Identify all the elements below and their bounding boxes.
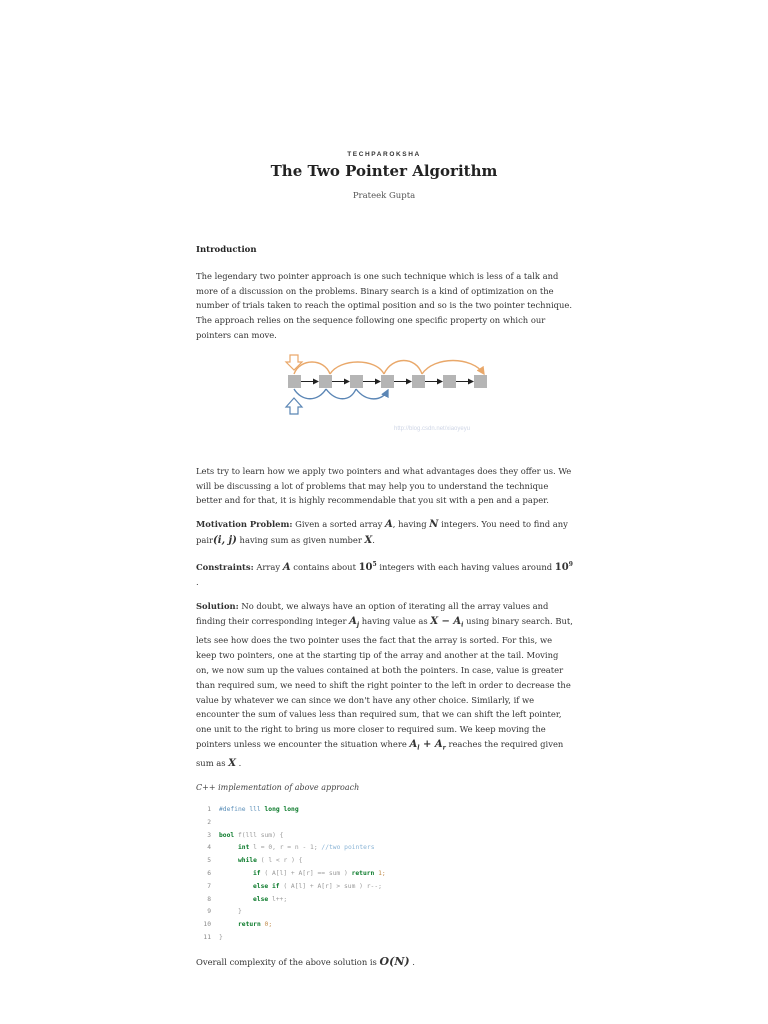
math: N	[429, 519, 439, 531]
left-pointer-icon	[286, 355, 302, 370]
code-line	[196, 817, 574, 830]
code-token: long long	[264, 806, 299, 814]
math: 10	[358, 561, 373, 573]
text: Given a sorted array	[292, 519, 385, 530]
paragraph-learn: Lets try to learn how we apply two pointers and what advantages does they offer us. We will be discussing a lot of problems that may help you to understand the technique better and for that, it is highly recommendable that you sit with a pen and a paper.	[196, 465, 572, 506]
constraints-paragraph	[196, 558, 574, 590]
motivation-label: Motivation Problem:	[196, 519, 293, 530]
code-token: return	[351, 870, 375, 878]
code-token: #define lll	[219, 806, 265, 814]
page-title: The Two Pointer Algorithm	[270, 162, 498, 180]
text: .	[409, 956, 415, 967]
math-sub: r	[442, 744, 446, 752]
math-sub: i	[461, 621, 464, 629]
article-body	[196, 243, 574, 979]
math: A	[349, 615, 357, 627]
code-block[interactable]	[196, 804, 574, 945]
code-token: l++;	[268, 895, 288, 903]
text: reaches the required given sum as	[196, 739, 564, 769]
text: .	[372, 534, 375, 545]
line-number: 2	[207, 818, 211, 826]
math: 10	[554, 561, 569, 573]
code-token: return	[238, 921, 261, 929]
text: .	[236, 758, 242, 769]
code-line	[196, 932, 574, 945]
line-number: 11	[203, 934, 211, 942]
code-token: }	[219, 934, 223, 942]
code-token: ( A[l] + A[r] > sum ) r--;	[279, 882, 382, 890]
math: + A	[419, 739, 443, 750]
math: X	[228, 758, 237, 770]
text: having sum as given number	[236, 534, 365, 545]
math-sub: j	[356, 621, 360, 629]
line-number: 8	[207, 895, 211, 903]
code-token: f(lll sum) {	[234, 831, 284, 839]
text: integers. You need to find any pair	[196, 519, 568, 545]
array-node	[350, 375, 363, 388]
math-sup: 5	[372, 560, 377, 568]
array-node	[381, 375, 394, 388]
motivation-paragraph	[196, 517, 574, 549]
two-pointer-diagram	[284, 352, 494, 418]
text: contains about	[290, 561, 359, 572]
text: No doubt, we always have an option of iterating all the array values and finding their corresponding integer	[196, 601, 549, 626]
line-number: 9	[207, 908, 211, 916]
math: O(N)	[379, 954, 410, 968]
code-comment: //two pointers	[321, 844, 375, 852]
implementation-label: C++ implementation of above approach	[196, 783, 360, 793]
code-line	[196, 830, 574, 843]
math: A	[282, 561, 291, 573]
math: (i, j)	[213, 534, 237, 546]
two-pointer-figure	[196, 352, 574, 444]
code-token: bool	[219, 831, 235, 839]
code-token: int	[238, 844, 250, 852]
code-token: ( l < r ) {	[256, 857, 303, 865]
code-line	[196, 919, 574, 932]
code-token: else	[253, 895, 269, 903]
code-line	[196, 868, 574, 881]
code-line	[196, 894, 574, 907]
line-number: 10	[203, 921, 211, 929]
array-node	[288, 375, 301, 388]
text: integers with each having values around	[376, 561, 555, 572]
code-token: while	[238, 857, 257, 865]
solution-paragraph	[196, 599, 574, 772]
text: Overall complexity of the above solution is	[196, 956, 380, 967]
array-node	[474, 375, 487, 388]
constraints-label: Constraints:	[196, 561, 254, 572]
text: having value as	[359, 615, 431, 626]
code-token: if	[253, 870, 261, 878]
top-arc	[330, 362, 384, 374]
math-sup: 9	[568, 560, 573, 568]
figure-watermark: http://blog.csdn.net/xiaoyeyu	[394, 425, 471, 432]
array-node	[412, 375, 425, 388]
math-sub: l	[417, 744, 420, 752]
line-number: 7	[207, 882, 211, 890]
right-pointer-icon	[286, 398, 302, 414]
line-number: 1	[207, 806, 211, 814]
text: .	[196, 577, 199, 588]
intro-paragraph: The legendary two pointer approach is one such technique which is less of a talk and more of a discussion on the problems. Binary search is a kind of optimization on the number of trials taken to reach the optimal position and so is the two pointer technique. The approach relies on the sequence following one specific property on which our pointers can move.	[196, 270, 573, 340]
code-line	[196, 855, 574, 868]
code-token: }	[238, 908, 242, 916]
text: using binary search. But, lets see how does the two pointer uses the fact that the array is sorted. For this, we keep two pointers, one at the starting tip of the array and another at the tail. Moving on, we now sum up the values contained at both the pointers. In case, value is greater than required sum, we need to shift the right pointer to the left in order to decrease the value by whatever we can since we don't have any other choice. Similarly, if we encounter the sum of values less than required sum, that we can shift the left pointer, one unit to the right to bring us more closer to required sum. We keep moving the pointers unless we encounter the situation where	[196, 615, 573, 749]
text: Array	[253, 561, 283, 572]
line-number: 4	[207, 844, 211, 852]
bottom-arc	[294, 389, 326, 399]
code-token: l = 0, r = n - 1;	[249, 844, 322, 852]
code-line	[196, 842, 574, 855]
complexity-paragraph	[196, 955, 574, 970]
line-number: 5	[207, 857, 211, 865]
top-arc	[384, 360, 422, 374]
intro-heading: Introduction	[196, 245, 257, 255]
top-arc	[422, 360, 484, 374]
line-number: 6	[207, 870, 211, 878]
math: X	[364, 534, 373, 546]
array-node	[443, 375, 456, 388]
site-brand[interactable]: TECHPAROKSHA	[347, 151, 421, 158]
author-name[interactable]: Prateek Gupta	[352, 191, 416, 201]
math: X − A	[430, 615, 462, 627]
bottom-arc	[356, 389, 388, 399]
code-token: else if	[253, 882, 280, 890]
code-token: ( A[l] + A[r] == sum )	[260, 870, 352, 878]
bottom-arc	[326, 389, 356, 399]
line-number: 3	[207, 831, 211, 839]
code-token: 0;	[260, 921, 273, 929]
solution-label: Solution:	[196, 601, 239, 612]
text: , having	[392, 519, 430, 530]
array-node	[319, 375, 332, 388]
math: A	[384, 519, 393, 531]
math: A	[409, 739, 418, 750]
code-token: 1;	[374, 870, 386, 878]
code-line	[196, 881, 574, 894]
code-line	[196, 804, 574, 817]
code-line	[196, 906, 574, 919]
